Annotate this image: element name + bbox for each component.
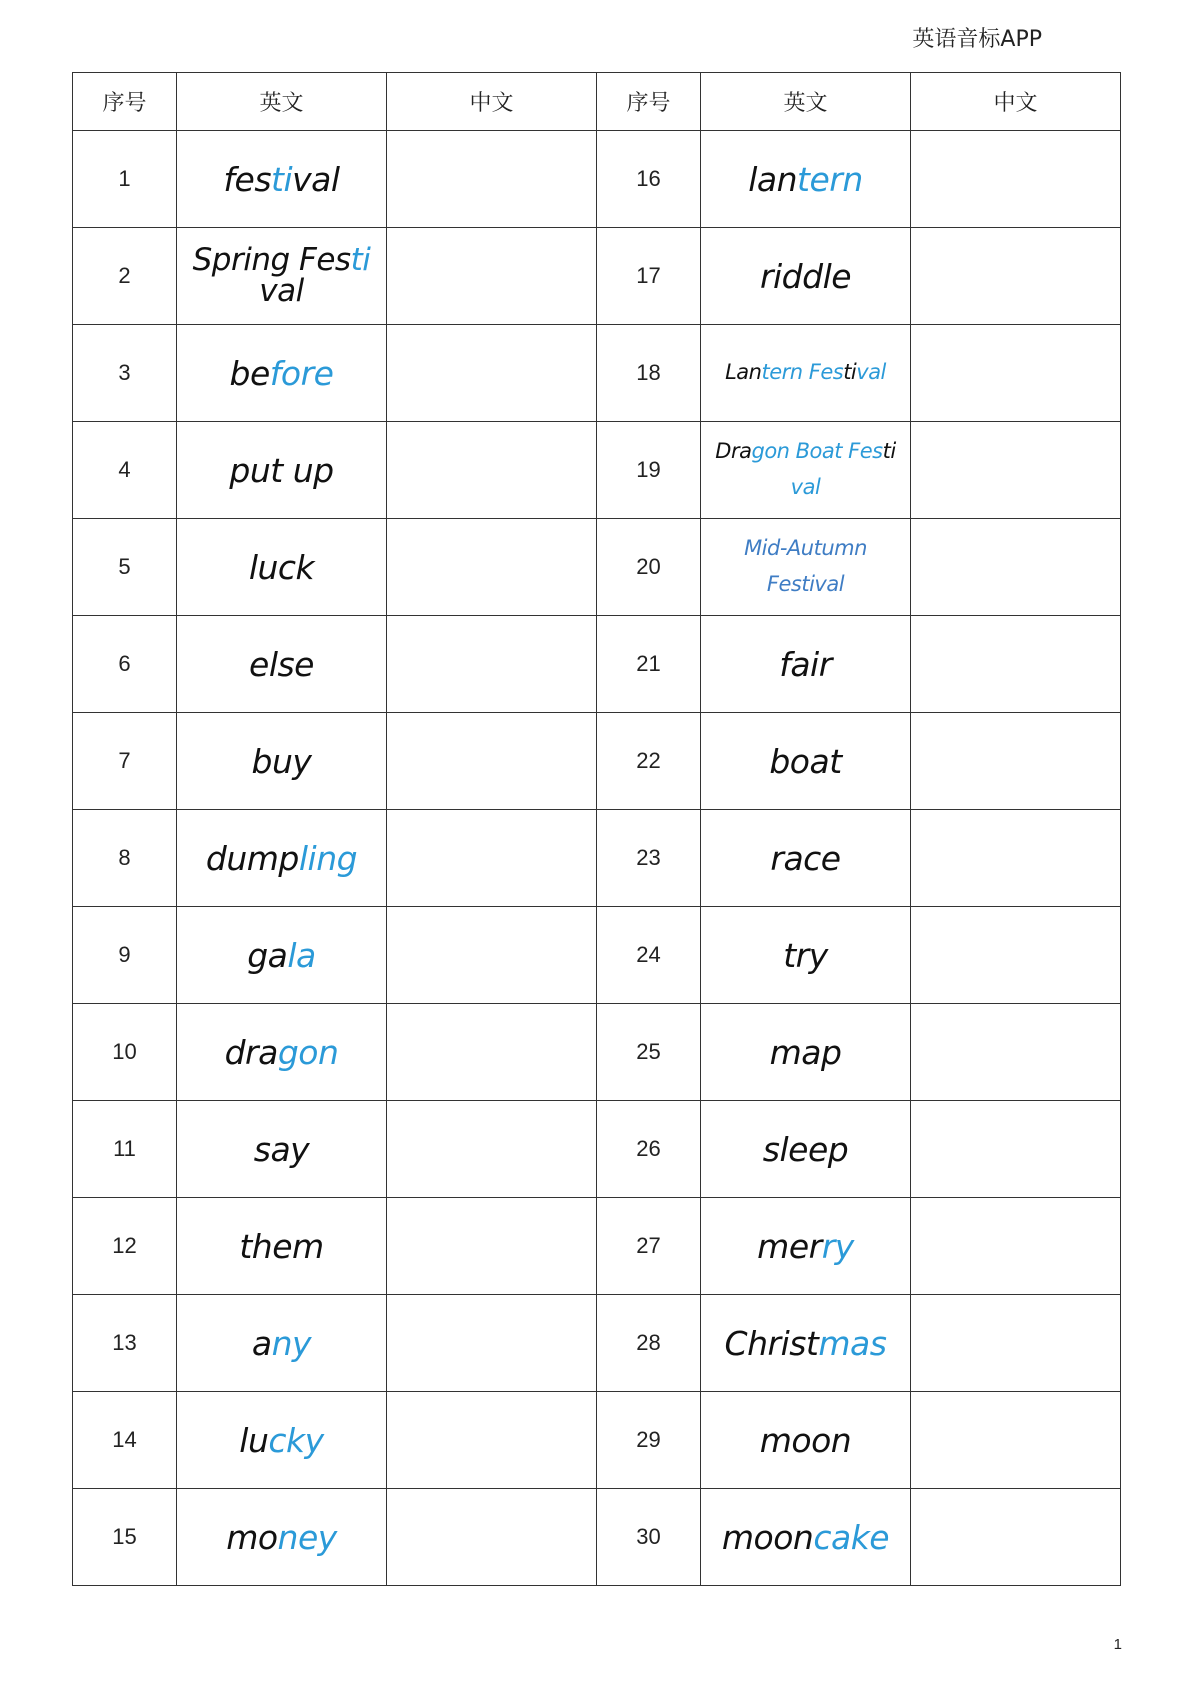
word-segment: fair bbox=[779, 644, 832, 684]
english-word-cell bbox=[701, 1489, 911, 1586]
word-segment: gon bbox=[277, 1032, 339, 1072]
word-segment: cake bbox=[813, 1517, 890, 1557]
chinese-answer-cell[interactable] bbox=[911, 907, 1121, 1004]
word-segment: ry bbox=[821, 1226, 854, 1266]
english-word-cell bbox=[177, 325, 387, 422]
index-cell: 6 bbox=[73, 616, 177, 713]
english-word-cell bbox=[701, 519, 911, 616]
table-row bbox=[73, 228, 1121, 325]
table-row bbox=[73, 1295, 1121, 1392]
index-cell: 30 bbox=[597, 1489, 701, 1586]
chinese-answer-cell[interactable] bbox=[387, 422, 597, 519]
header-index-left: 序号 bbox=[73, 73, 177, 131]
table-row bbox=[73, 810, 1121, 907]
index-cell: 16 bbox=[597, 131, 701, 228]
word-segment: ling bbox=[298, 838, 358, 878]
word-segment: boat bbox=[769, 741, 842, 781]
index-cell: 9 bbox=[73, 907, 177, 1004]
english-word-cell bbox=[177, 1198, 387, 1295]
chinese-answer-cell[interactable] bbox=[387, 1392, 597, 1489]
english-word-cell bbox=[177, 1004, 387, 1101]
chinese-answer-cell[interactable] bbox=[387, 616, 597, 713]
header-english-left: 英文 bbox=[177, 73, 387, 131]
table-row bbox=[73, 907, 1121, 1004]
chinese-answer-cell[interactable] bbox=[911, 1489, 1121, 1586]
english-word-cell bbox=[177, 131, 387, 228]
word-segment: sleep bbox=[762, 1129, 849, 1169]
word-segment: ga bbox=[247, 935, 288, 975]
english-word-cell bbox=[701, 325, 911, 422]
word-segment: mer bbox=[757, 1226, 822, 1266]
english-word-cell bbox=[177, 616, 387, 713]
index-cell: 25 bbox=[597, 1004, 701, 1101]
word-segment: dra bbox=[224, 1032, 278, 1072]
index-cell: 26 bbox=[597, 1101, 701, 1198]
english-word-cell bbox=[177, 1392, 387, 1489]
index-cell: 7 bbox=[73, 713, 177, 810]
index-cell: 8 bbox=[73, 810, 177, 907]
chinese-answer-cell[interactable] bbox=[911, 713, 1121, 810]
word-segment: moon bbox=[759, 1420, 852, 1460]
word-segment: ti bbox=[350, 242, 371, 278]
word-segment: ti bbox=[271, 159, 293, 199]
chinese-answer-cell[interactable] bbox=[911, 1004, 1121, 1101]
chinese-answer-cell[interactable] bbox=[911, 131, 1121, 228]
table-row bbox=[73, 519, 1121, 616]
english-word-cell bbox=[177, 713, 387, 810]
word-segment: tern bbox=[797, 159, 863, 199]
index-cell: 17 bbox=[597, 228, 701, 325]
header-chinese-left: 中文 bbox=[387, 73, 597, 131]
english-word-cell bbox=[701, 713, 911, 810]
word-segment: mo bbox=[226, 1517, 278, 1557]
word-segment: riddle bbox=[759, 256, 852, 296]
word-segment: moon bbox=[721, 1517, 814, 1557]
chinese-answer-cell[interactable] bbox=[387, 1295, 597, 1392]
english-word-cell bbox=[177, 1489, 387, 1586]
chinese-answer-cell[interactable] bbox=[911, 1198, 1121, 1295]
word-segment: Dra bbox=[715, 439, 752, 464]
word-segment: Festival bbox=[766, 572, 845, 596]
english-word-cell bbox=[177, 228, 387, 325]
index-cell: 11 bbox=[73, 1101, 177, 1198]
index-cell: 5 bbox=[73, 519, 177, 616]
word-segment: say bbox=[253, 1129, 310, 1169]
index-cell: 21 bbox=[597, 616, 701, 713]
chinese-answer-cell[interactable] bbox=[387, 907, 597, 1004]
index-cell: 10 bbox=[73, 1004, 177, 1101]
english-word-cell bbox=[701, 131, 911, 228]
word-segment: la bbox=[287, 935, 316, 975]
word-segment: them bbox=[239, 1226, 324, 1266]
word-segment: fes bbox=[223, 159, 272, 199]
table-row bbox=[73, 1489, 1121, 1586]
chinese-answer-cell[interactable] bbox=[911, 1392, 1121, 1489]
chinese-answer-cell[interactable] bbox=[911, 228, 1121, 325]
english-word-cell bbox=[701, 1004, 911, 1101]
word-segment: ti bbox=[843, 360, 857, 385]
english-word-cell bbox=[701, 810, 911, 907]
word-segment: Christ bbox=[724, 1323, 819, 1363]
chinese-answer-cell[interactable] bbox=[911, 325, 1121, 422]
index-cell: 20 bbox=[597, 519, 701, 616]
word-segment: be bbox=[229, 353, 270, 393]
index-cell: 24 bbox=[597, 907, 701, 1004]
table-row bbox=[73, 1004, 1121, 1101]
table-row bbox=[73, 325, 1121, 422]
word-segment: val bbox=[292, 159, 340, 199]
chinese-answer-cell[interactable] bbox=[387, 810, 597, 907]
table-row bbox=[73, 1392, 1121, 1489]
word-segment: fore bbox=[269, 353, 334, 393]
header-brand: 英语音标APP bbox=[912, 27, 1042, 52]
header-index-right: 序号 bbox=[597, 73, 701, 131]
word-segment: val bbox=[856, 360, 886, 385]
index-cell: 27 bbox=[597, 1198, 701, 1295]
english-word-cell bbox=[177, 810, 387, 907]
chinese-answer-cell[interactable] bbox=[387, 713, 597, 810]
word-segment: gon Boat Fes bbox=[751, 439, 883, 464]
word-segment: map bbox=[769, 1032, 842, 1072]
table-row bbox=[73, 422, 1121, 519]
word-segment: mas bbox=[818, 1323, 887, 1363]
index-cell: 12 bbox=[73, 1198, 177, 1295]
table-row bbox=[73, 1101, 1121, 1198]
chinese-answer-cell[interactable] bbox=[911, 422, 1121, 519]
word-segment: tern Fes bbox=[761, 360, 844, 385]
english-word-cell bbox=[177, 1101, 387, 1198]
chinese-answer-cell[interactable] bbox=[387, 131, 597, 228]
chinese-answer-cell[interactable] bbox=[911, 1101, 1121, 1198]
word-segment: else bbox=[249, 644, 314, 684]
english-word-cell bbox=[177, 519, 387, 616]
table-row bbox=[73, 713, 1121, 810]
index-cell: 19 bbox=[597, 422, 701, 519]
page-number: 1 bbox=[1113, 1636, 1122, 1653]
index-cell: 14 bbox=[73, 1392, 177, 1489]
word-segment: Spring Fes bbox=[192, 242, 351, 278]
word-segment: luck bbox=[248, 547, 315, 587]
english-word-cell bbox=[701, 228, 911, 325]
english-word-cell bbox=[701, 422, 911, 519]
english-word-cell bbox=[701, 616, 911, 713]
table-body bbox=[73, 131, 1121, 1586]
word-segment: val bbox=[790, 475, 821, 499]
chinese-answer-cell[interactable] bbox=[387, 325, 597, 422]
word-segment: a bbox=[251, 1323, 272, 1363]
header-english-right: 英文 bbox=[701, 73, 911, 131]
chinese-answer-cell[interactable] bbox=[911, 519, 1121, 616]
word-segment: try bbox=[783, 935, 828, 975]
word-segment: dump bbox=[205, 838, 299, 878]
chinese-answer-cell[interactable] bbox=[387, 1004, 597, 1101]
index-cell: 4 bbox=[73, 422, 177, 519]
index-cell: 29 bbox=[597, 1392, 701, 1489]
chinese-answer-cell[interactable] bbox=[387, 228, 597, 325]
index-cell: 18 bbox=[597, 325, 701, 422]
index-cell: 2 bbox=[73, 228, 177, 325]
table-header-row bbox=[73, 73, 1121, 131]
table-row bbox=[73, 1198, 1121, 1295]
table-row bbox=[73, 616, 1121, 713]
english-word-cell bbox=[177, 907, 387, 1004]
word-segment: val bbox=[259, 273, 304, 309]
index-cell: 28 bbox=[597, 1295, 701, 1392]
index-cell: 15 bbox=[73, 1489, 177, 1586]
word-segment: cky bbox=[268, 1420, 324, 1460]
word-segment: ney bbox=[277, 1517, 337, 1557]
chinese-answer-cell[interactable] bbox=[387, 1101, 597, 1198]
chinese-answer-cell[interactable] bbox=[911, 810, 1121, 907]
english-word-cell bbox=[701, 1295, 911, 1392]
word-segment: lu bbox=[239, 1420, 269, 1460]
word-segment: ti bbox=[882, 439, 896, 464]
index-cell: 13 bbox=[73, 1295, 177, 1392]
word-segment: buy bbox=[251, 741, 312, 781]
table-row bbox=[73, 131, 1121, 228]
word-segment: ny bbox=[271, 1323, 312, 1363]
index-cell: 1 bbox=[73, 131, 177, 228]
index-cell: 3 bbox=[73, 325, 177, 422]
word-segment: lan bbox=[748, 159, 798, 199]
english-word-cell bbox=[701, 1392, 911, 1489]
english-word-cell bbox=[177, 422, 387, 519]
word-segment: Mid-Autumn bbox=[744, 536, 867, 561]
word-segment: Lan bbox=[725, 360, 762, 385]
chinese-answer-cell[interactable] bbox=[387, 1198, 597, 1295]
index-cell: 23 bbox=[597, 810, 701, 907]
header-chinese-right: 中文 bbox=[911, 73, 1121, 131]
word-segment: put up bbox=[229, 450, 334, 490]
english-word-cell bbox=[177, 1295, 387, 1392]
vocabulary-table bbox=[72, 72, 1121, 1586]
chinese-answer-cell[interactable] bbox=[387, 1489, 597, 1586]
english-word-cell bbox=[701, 907, 911, 1004]
chinese-answer-cell[interactable] bbox=[387, 519, 597, 616]
index-cell: 22 bbox=[597, 713, 701, 810]
word-segment: race bbox=[770, 838, 841, 878]
english-word-cell bbox=[701, 1198, 911, 1295]
chinese-answer-cell[interactable] bbox=[911, 616, 1121, 713]
chinese-answer-cell[interactable] bbox=[911, 1295, 1121, 1392]
english-word-cell bbox=[701, 1101, 911, 1198]
